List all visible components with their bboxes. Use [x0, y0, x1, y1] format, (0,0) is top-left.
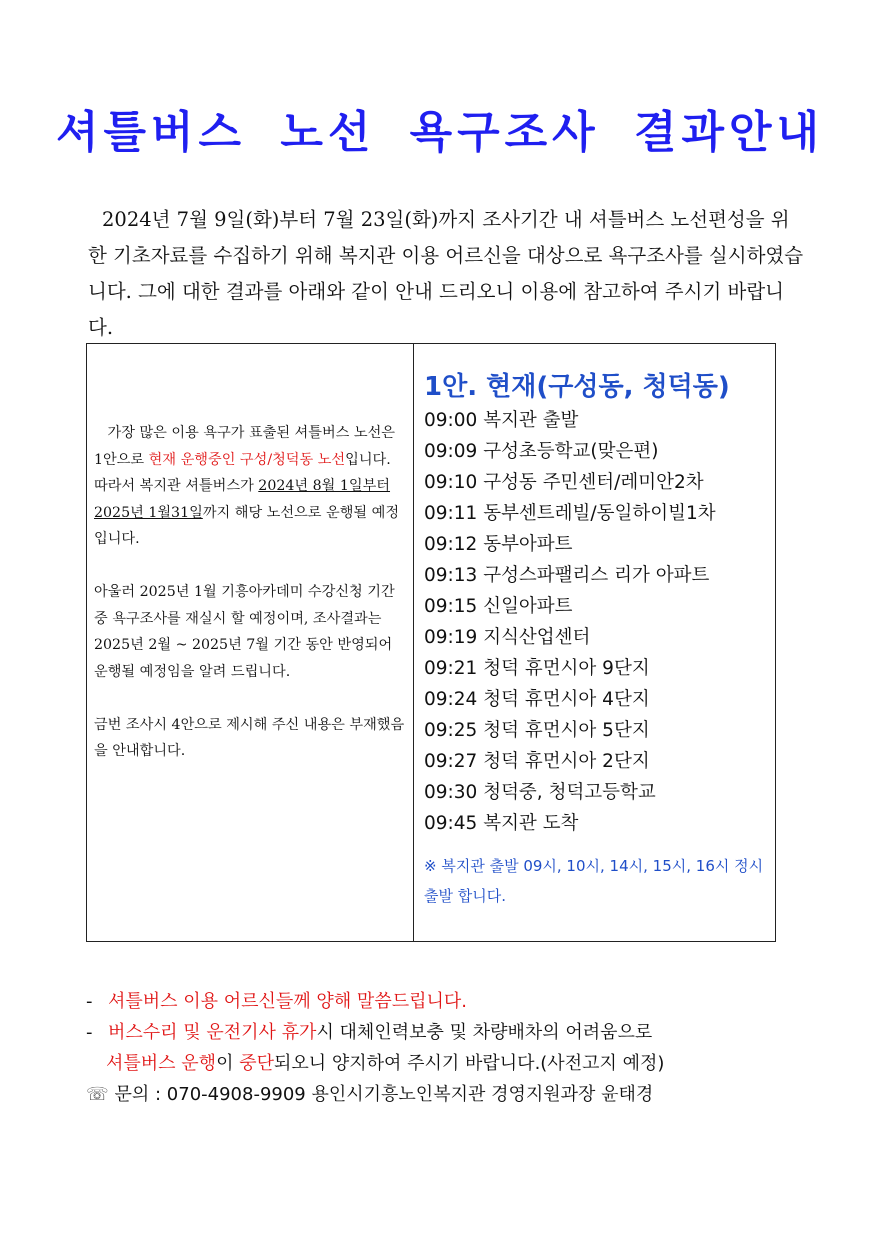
route-stop: 09:30 청덕중, 청덕고등학교	[424, 782, 656, 803]
route-stop: 09:45 복지관 도착	[424, 813, 579, 834]
operation-period: 2024년 8월 1일부터 2025년 1월31일	[94, 478, 391, 521]
footer-notice	[86, 986, 664, 1110]
intro-text: 2024년 7월 9일(화)부터 7월 23일(화)까지 조사기간 내 셔틀버스 노선편성을 위한 기초자료를 수집하기 위해 복지관 이용 어르신을 대상으로 욕구조사를 실시하였습니다. 그에 대한 결과를 아래와 같이 안내 드리오니 이용에 참고하여 주시기 바랍니다.	[88, 208, 804, 339]
highlight-current-route: 현재 운행중인 구성/청덕동 노선	[148, 451, 346, 468]
page-title: 셔틀버스 노선 욕구조사 결과안내	[55, 107, 824, 158]
apology-text: 셔틀버스 이용 어르신들께 양해 말씀드립니다.	[108, 991, 467, 1012]
route-stop: 09:21 청덕 휴먼시아 9단지	[424, 658, 650, 679]
summary-text: 따라서 복지관 셔틀버스가	[94, 478, 259, 494]
route-cell	[414, 344, 775, 941]
route-stop: 09:09 구성초등학교(맞은편)	[424, 441, 659, 462]
route-stop: 09:25 청덕 휴먼시아 5단지	[424, 720, 650, 741]
route-heading: 1안. 현재(구성동, 청덕동)	[424, 372, 730, 402]
suspension-reason: 버스수리 및 운전기사 휴가	[108, 1022, 317, 1043]
intro-paragraph	[88, 202, 808, 346]
route-stop: 09:10 구성동 주민센터/레미안2차	[424, 472, 704, 493]
info-table	[86, 343, 776, 942]
bullet-dash: -	[86, 1022, 93, 1043]
notice-line-3	[86, 1048, 664, 1079]
suspension-text: 중단	[239, 1053, 274, 1074]
bullet-dash: -	[86, 991, 93, 1012]
summary-text: 까지 해당 노선으로 운행될 예정입니다.	[94, 504, 400, 547]
summary-text: 입니다.	[345, 451, 391, 468]
contact-text: 문의 : 070-4908-9909 용인시기흥노인복지관 경영지원과장 윤태경	[114, 1084, 654, 1105]
notice-line-1	[86, 986, 664, 1017]
route-stop: 09:00 복지관 출발	[424, 410, 579, 431]
route-stop: 09:24 청덕 휴먼시아 4단지	[424, 689, 650, 710]
notice-text: 시 대체인력보충 및 차량배차의 어려움으로	[316, 1022, 653, 1043]
notice-text: 이	[216, 1053, 240, 1074]
summary-paragraph-3: 아울러 2025년 1월 기흥아카데미 수강신청 기간 중 욕구조사를 재실시 할 예정이며, 조사결과는 2025년 2월 ~ 2025년 7월 기간 동안 반영되어 운행될 예정임을 알려 드립니다.	[94, 584, 395, 680]
contact-line	[86, 1079, 664, 1110]
route-stop: 09:11 동부센트레빌/동일하이빌1차	[424, 503, 716, 524]
route-stop: 09:19 지식산업센터	[424, 627, 591, 648]
summary-paragraph-2	[94, 473, 406, 553]
summary-paragraph-4: 금번 조사시 4안으로 제시해 주신 내용은 부재했음을 안내합니다.	[94, 716, 405, 759]
shuttle-service-text: 셔틀버스 운행	[106, 1053, 217, 1074]
notice-text: 되오니 양지하여 주시기 바랍니다.(사전고지 예정)	[273, 1053, 665, 1074]
route-stop-list	[424, 405, 775, 839]
result-summary-cell	[87, 344, 414, 941]
route-stop: 09:13 구성스파팰리스 리가 아파트	[424, 565, 710, 586]
route-stop: 09:15 신일아파트	[424, 596, 573, 617]
summary-paragraph-1	[94, 420, 406, 473]
summary-text: 가장 많은 이용 욕구가 표출된 셔틀버스 노선은 1안으로	[94, 425, 395, 468]
departure-note: ※ 복지관 출발 09시, 10시, 14시, 15시, 16시 정시 출발 합니다.	[424, 857, 764, 905]
route-stop: 09:12 동부아파트	[424, 534, 573, 555]
route-stop: 09:27 청덕 휴먼시아 2단지	[424, 751, 650, 772]
phone-icon: ☏	[86, 1084, 109, 1105]
notice-line-2	[86, 1017, 664, 1048]
